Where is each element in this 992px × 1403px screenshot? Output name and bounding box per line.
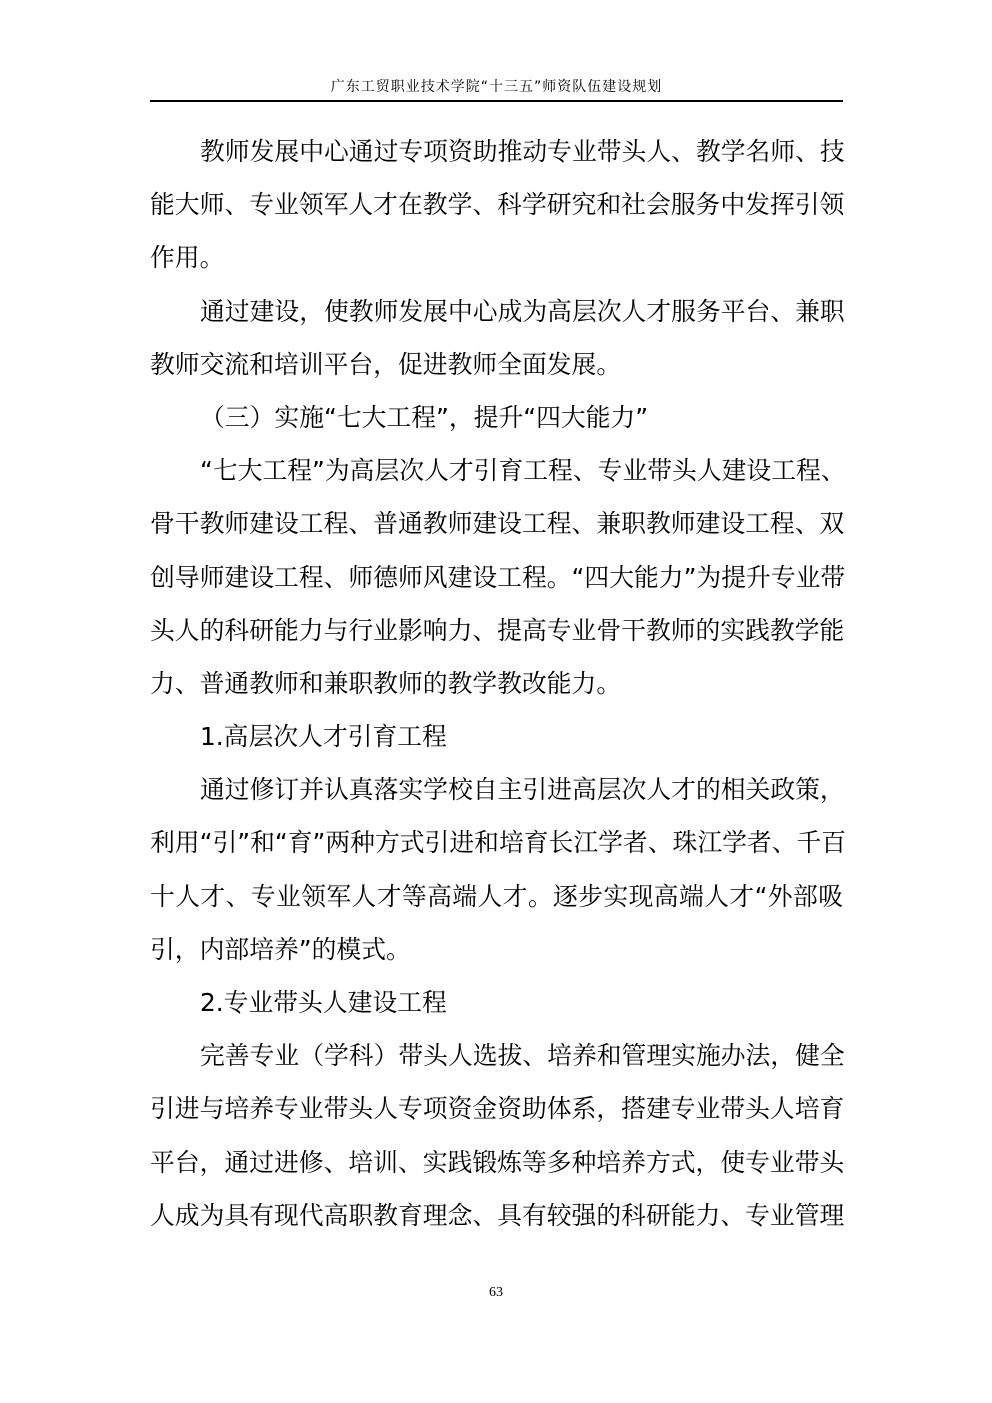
paragraph-line: 教师发展中心通过专项资助推动专业带头人、教学名师、技: [200, 137, 845, 166]
paragraph-line: 利用“引”和“育”两种方式引进和培育长江学者、珠江学者、千百: [150, 828, 847, 858]
paragraph-line: 十人才、专业领军人才等高端人才。逐步实现高端人才“外部吸: [150, 881, 843, 911]
paragraph-line: 通过建设，使教师发展中心成为高层次人才服务平台、兼职: [200, 296, 845, 326]
paragraph-line: 力、普通教师和兼职教师的教学教改能力。: [150, 668, 622, 698]
paragraph-line: 能大师、专业领军人才在教学、科学研究和社会服务中发挥引领: [150, 190, 845, 220]
paragraph-line: 头人的科研能力与行业影响力、提高专业骨干教师的实践教学能: [150, 615, 845, 645]
paragraph-line: 完善专业（学科）带头人选拔、培养和管理实施办法，健全: [200, 1041, 845, 1071]
paragraph-line: 引进与培养专业带头人专项资金资助体系，搭建专业带头人培育: [150, 1094, 845, 1124]
header-title: 广东工贸职业技术学院“十三五”师资队伍建设规划: [330, 79, 663, 95]
paragraph-line: 人成为具有现代高职教育理念、具有较强的科研能力、专业管理: [150, 1200, 845, 1230]
paragraph-line: 通过修订并认真落实学校自主引进高层次人才的相关政策，: [200, 775, 845, 805]
subsection-heading: 2.专业带头人建设工程: [200, 988, 447, 1017]
page-number: 63: [489, 1285, 503, 1300]
body-text: [150, 132, 847, 1249]
paragraph-line: 引，内部培养”的模式。: [150, 934, 411, 964]
paragraph-line: 教师交流和培训平台，促进教师全面发展。: [150, 349, 622, 379]
paragraph-line: “七大工程”为高层次人才引育工程、专业带头人建设工程、: [200, 456, 846, 486]
paragraph-line: 骨干教师建设工程、普通教师建设工程、兼职教师建设工程、双: [150, 509, 845, 539]
running-header: [150, 70, 843, 102]
section-heading: （三）实施“七大工程”，提升“四大能力”: [200, 402, 649, 432]
paragraph-line: 作用。: [150, 243, 225, 273]
subsection-heading: 1.高层次人才引育工程: [200, 722, 447, 752]
paragraph-line: 平台，通过进修、培训、实践锻炼等多种培养方式，使专业带头: [150, 1147, 845, 1177]
paragraph-line: 创导师建设工程、师德师风建设工程。“四大能力”为提升专业带: [150, 562, 846, 592]
